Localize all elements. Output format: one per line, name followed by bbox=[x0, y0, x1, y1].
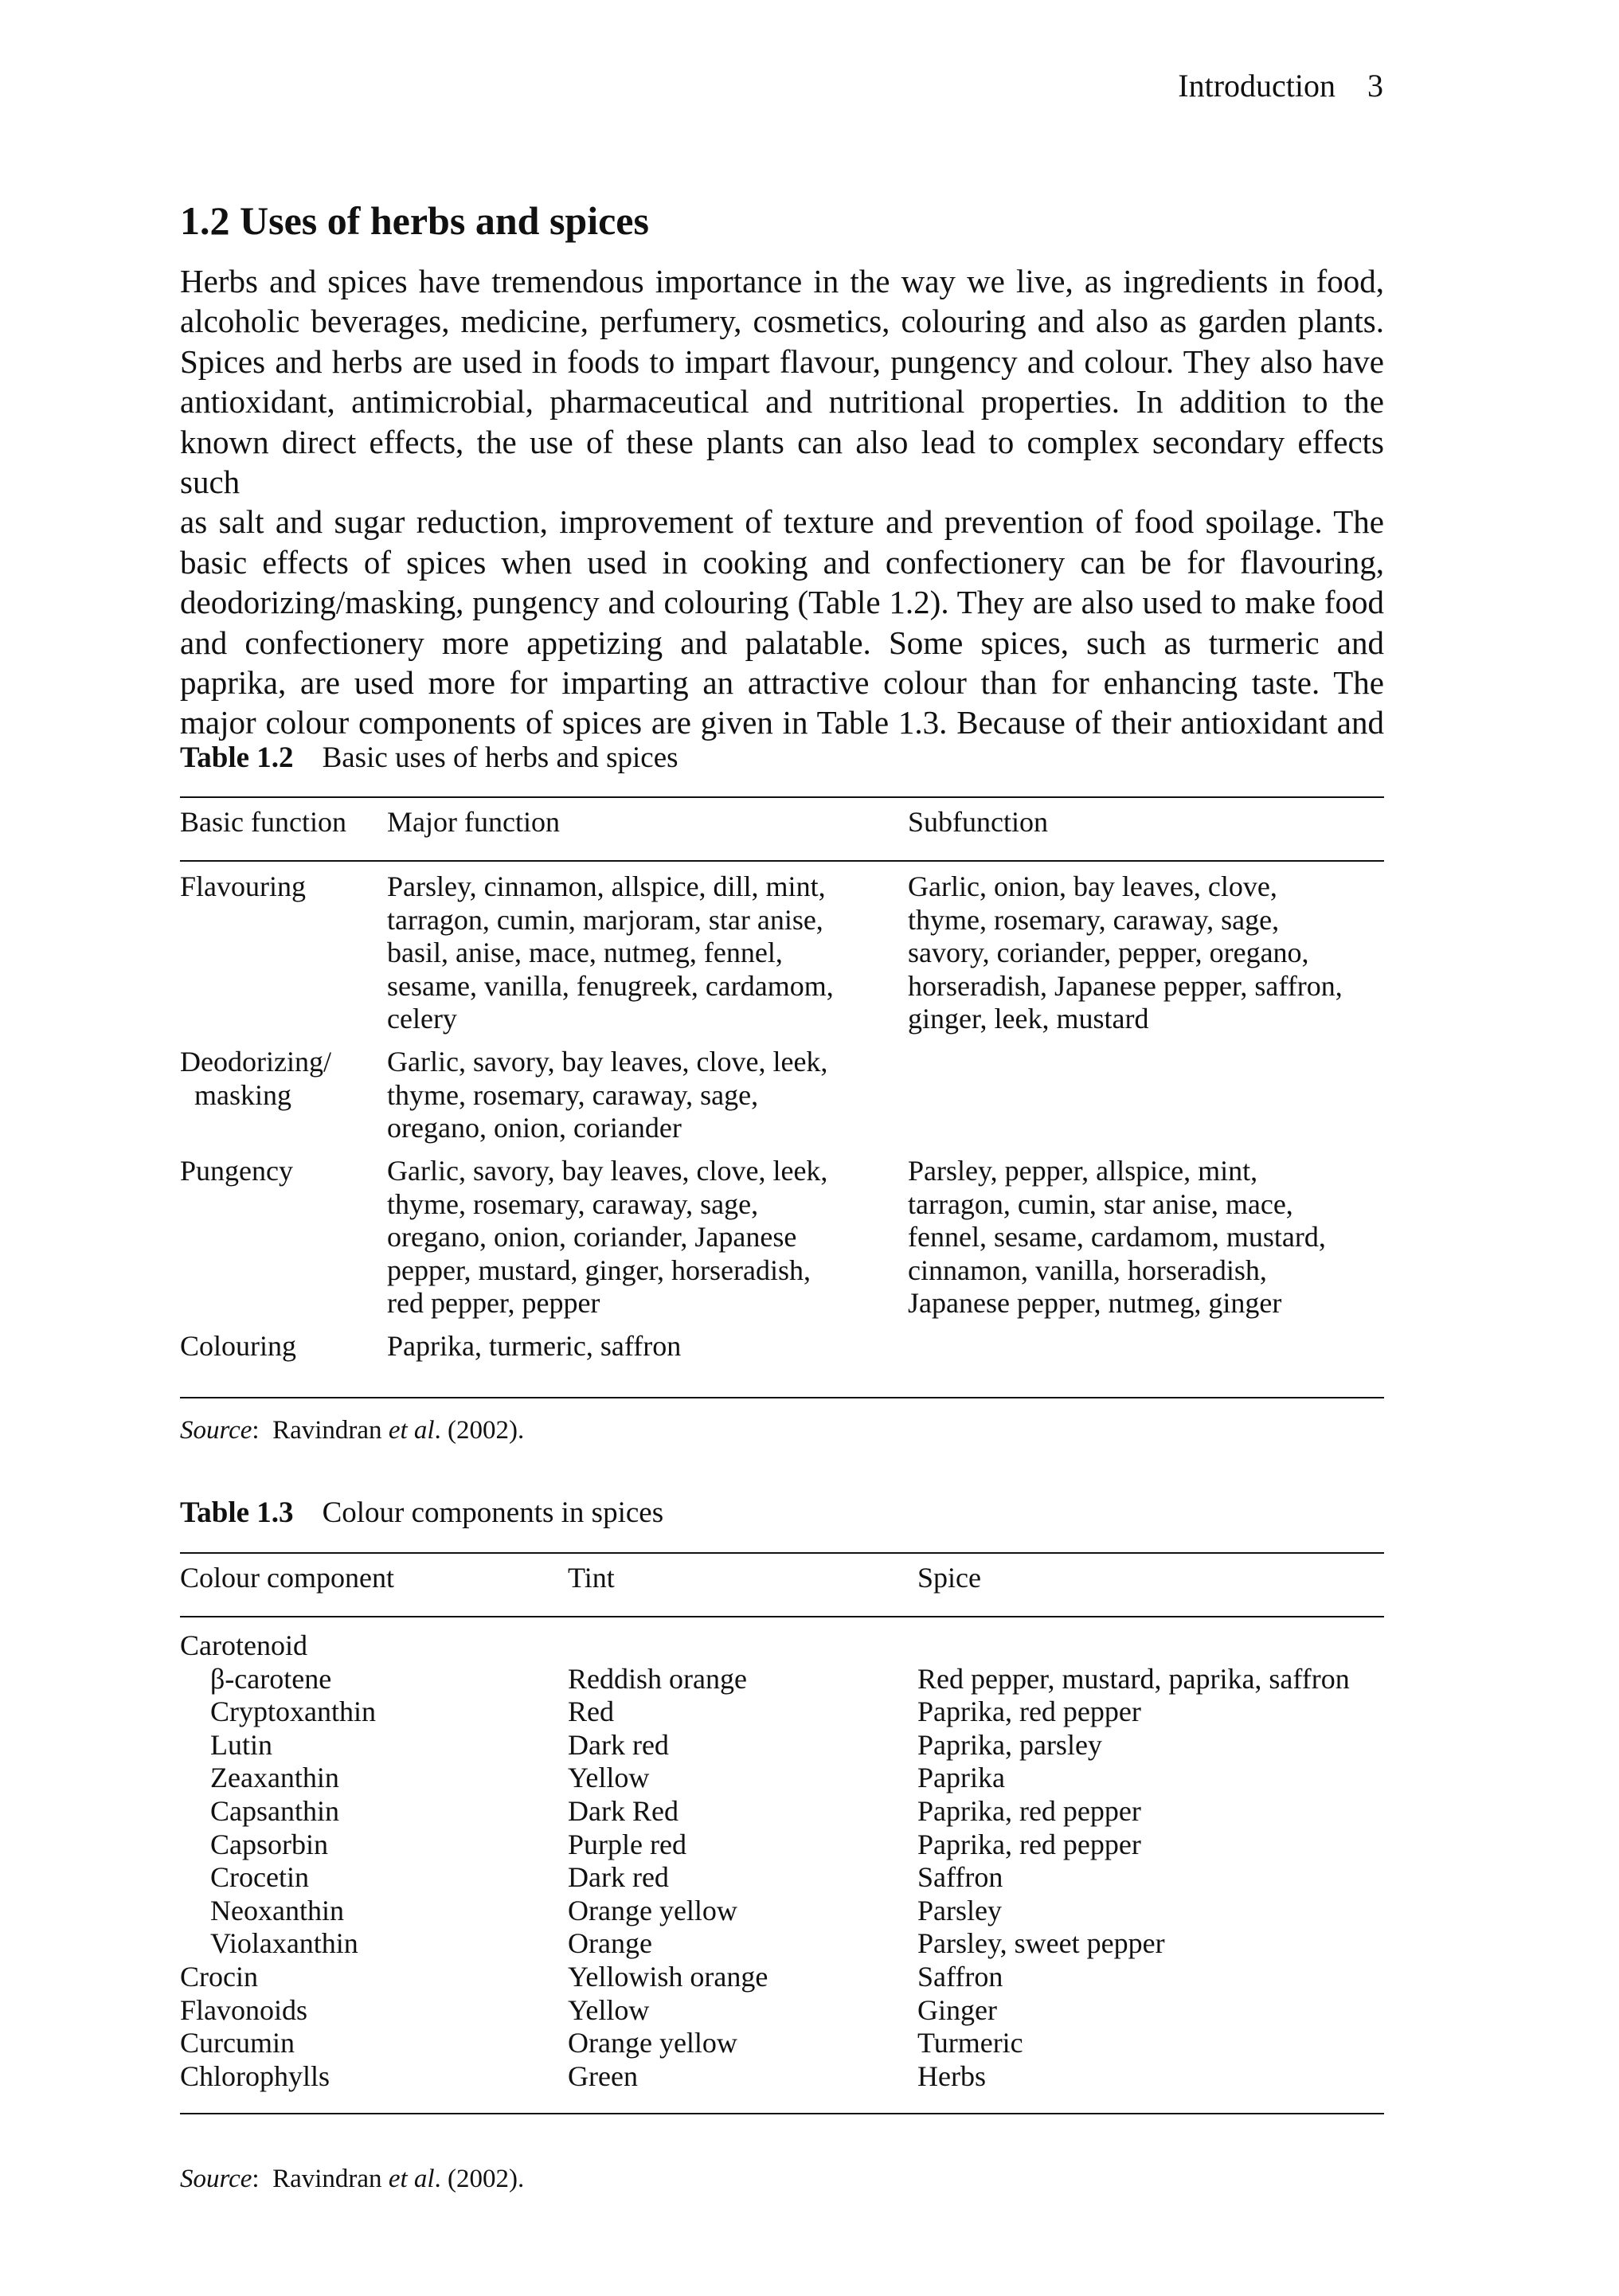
table13-cell-component: Crocin bbox=[180, 1961, 258, 1993]
table13-header-tint: Tint bbox=[568, 1562, 615, 1594]
table13-cell-component: Chlorophylls bbox=[180, 2059, 330, 2092]
table13 bbox=[180, 1552, 1384, 2126]
table13-cell-component: Crocetin bbox=[210, 1861, 309, 1894]
table13-cell-tint: Red bbox=[568, 1696, 614, 1728]
table13-cell-tint: Yellowish orange bbox=[568, 1961, 768, 1993]
table13-header-component: Colour component bbox=[180, 1562, 394, 1594]
table13-cell-spice: Paprika, red pepper bbox=[917, 1795, 1141, 1827]
table12-label: Table 1.2 bbox=[180, 741, 294, 774]
paragraph-line: basic effects of spices when used in cooking and confectionery can be for flavouring, bbox=[180, 543, 1384, 581]
table13-cell-spice: Paprika bbox=[917, 1762, 1005, 1794]
table13-cell-component: Neoxanthin bbox=[210, 1894, 344, 1926]
table13-cell-spice: Paprika, red pepper bbox=[917, 1696, 1141, 1728]
paragraph-line: and confectionery more appetizing and palatable. Some spices, such as turmeric and bbox=[180, 624, 1384, 661]
table13-cell-spice: Saffron bbox=[917, 1961, 1003, 1993]
table13-cell-spice: Parsley bbox=[917, 1894, 1002, 1926]
table13-cell-component: Violaxanthin bbox=[210, 1927, 358, 1960]
table13-cell-spice: Paprika, parsley bbox=[917, 1728, 1102, 1761]
page-number: 3 bbox=[1367, 68, 1383, 104]
table13-cell-component: Carotenoid bbox=[180, 1629, 307, 1661]
table13-cell-component: Curcumin bbox=[180, 2027, 295, 2059]
table12-top-rule bbox=[180, 796, 1384, 798]
paragraph-line: Spices and herbs are used in foods to impart flavour, pungency and colour. They also have bbox=[180, 342, 1384, 380]
table13-cell-spice: Parsley, sweet pepper bbox=[917, 1927, 1165, 1960]
section-title: 1.2 Uses of herbs and spices bbox=[180, 198, 649, 243]
table13-cell-tint: Dark red bbox=[568, 1861, 669, 1894]
table13-cell-spice: Ginger bbox=[917, 1993, 997, 2026]
table12-row-flavouring-major: Parsley, cinnamon, allspice, dill, mint, tarragon, cumin, marjoram, star anise, basil, anise, mace, nutmeg, fennel, sesame, vanilla, fenugreek, cardamom, celery bbox=[387, 870, 834, 1035]
body-paragraph bbox=[180, 261, 1384, 743]
table12-row-colouring-major: Paprika, turmeric, saffron bbox=[387, 1330, 682, 1362]
table12-row-flavouring-basic: Flavouring bbox=[180, 870, 306, 902]
table12-header-rule bbox=[180, 860, 1384, 862]
paragraph-line: known direct effects, the use of these plants can also lead to complex secondary effects such bbox=[180, 423, 1384, 501]
table13-caption bbox=[180, 1496, 663, 1530]
table13-source: Source: Ravindran et al. (2002). bbox=[180, 2165, 525, 2193]
table12-row-pungency-basic: Pungency bbox=[180, 1155, 293, 1187]
table13-header-rule bbox=[180, 1616, 1384, 1617]
paragraph-line: Herbs and spices have tremendous importance in the way we live, as ingredients in food, bbox=[180, 263, 1384, 299]
table13-title: Colour components in spices bbox=[322, 1496, 664, 1529]
table12-header-sub: Subfunction bbox=[908, 806, 1048, 838]
table13-top-rule bbox=[180, 1552, 1384, 1554]
table12-header-major: Major function bbox=[387, 806, 560, 838]
table13-header-spice: Spice bbox=[917, 1562, 981, 1594]
paragraph-line: alcoholic beverages, medicine, perfumery, cosmetics, colouring and also as garden plants. bbox=[180, 303, 1384, 340]
table13-cell-spice: Herbs bbox=[917, 2059, 986, 2092]
table12-caption bbox=[180, 741, 678, 775]
table12-row-colouring-basic: Colouring bbox=[180, 1330, 297, 1362]
table13-cell-tint: Purple red bbox=[568, 1828, 686, 1860]
table13-cell-tint: Reddish orange bbox=[568, 1662, 747, 1695]
paragraph-line: major colour components of spices are given in Table 1.3. Because of their antioxidant and bbox=[180, 704, 1384, 741]
running-head-title: Introduction bbox=[1178, 68, 1335, 104]
table12 bbox=[180, 796, 1384, 1402]
table13-cell-tint: Yellow bbox=[568, 1993, 650, 2026]
table13-label: Table 1.3 bbox=[180, 1496, 294, 1529]
paragraph-line: paprika, are used more for imparting an attractive colour than for enhancing taste. The bbox=[180, 664, 1384, 702]
table13-cell-component: Flavonoids bbox=[180, 1993, 308, 2026]
table13-cell-tint: Orange yellow bbox=[568, 1894, 737, 1926]
table13-cell-component: Cryptoxanthin bbox=[210, 1696, 376, 1728]
table13-cell-tint: Dark Red bbox=[568, 1795, 678, 1827]
table13-cell-spice: Saffron bbox=[917, 1861, 1003, 1894]
table12-source: Source: Ravindran et al. (2002). bbox=[180, 1416, 525, 1445]
table13-cell-spice: Red pepper, mustard, paprika, saffron bbox=[917, 1662, 1350, 1695]
table12-title: Basic uses of herbs and spices bbox=[322, 741, 678, 774]
table12-bottom-rule bbox=[180, 1397, 1384, 1398]
table13-cell-tint: Dark red bbox=[568, 1728, 669, 1761]
table13-cell-tint: Orange bbox=[568, 1927, 652, 1960]
table12-row-deodorizing-major: Garlic, savory, bay leaves, clove, leek, thyme, rosemary, caraway, sage, oregano, onion, coriander bbox=[387, 1046, 828, 1144]
table12-row-pungency-major: Garlic, savory, bay leaves, clove, leek, thyme, rosemary, caraway, sage, oregano, onion, coriander, Japanese pepper, mustard, ginger, horseradish, red pepper, pepper bbox=[387, 1155, 828, 1320]
table13-cell-tint: Green bbox=[568, 2059, 638, 2092]
table13-cell-component: Capsanthin bbox=[210, 1795, 339, 1827]
table13-cell-spice: Turmeric bbox=[917, 2027, 1023, 2059]
table12-header-basic: Basic function bbox=[180, 806, 346, 838]
table13-cell-component: Capsorbin bbox=[210, 1828, 328, 1860]
table12-row-deodorizing-basic: Deodorizing/ masking bbox=[180, 1046, 331, 1111]
table13-cell-component: Zeaxanthin bbox=[210, 1762, 339, 1794]
running-head bbox=[1178, 67, 1383, 104]
paragraph-line: antioxidant, antimicrobial, pharmaceutical and nutritional properties. In addition to the bbox=[180, 383, 1384, 420]
paragraph-line: deodorizing/masking, pungency and colouring (Table 1.2). They are also used to make food bbox=[180, 584, 1384, 621]
table13-cell-component: Lutin bbox=[210, 1728, 272, 1761]
table13-cell-component: β-carotene bbox=[210, 1662, 332, 1695]
table12-row-flavouring-sub: Garlic, onion, bay leaves, clove, thyme, rosemary, caraway, sage, savory, coriander, pepper, oregano, horseradish, Japanese pepper, saffron, ginger, leek, mustard bbox=[908, 870, 1343, 1035]
table12-row-pungency-sub: Parsley, pepper, allspice, mint, tarragon, cumin, star anise, mace, fennel, sesame, cardamom, mustard, cinnamon, vanilla, horseradish, Japanese pepper, nutmeg, ginger bbox=[908, 1155, 1326, 1320]
table13-bottom-rule bbox=[180, 2113, 1384, 2114]
table13-cell-tint: Yellow bbox=[568, 1762, 650, 1794]
table13-cell-spice: Paprika, red pepper bbox=[917, 1828, 1141, 1860]
paragraph-line: as salt and sugar reduction, improvement of texture and prevention of food spoilage. The bbox=[180, 503, 1384, 541]
table13-cell-tint: Orange yellow bbox=[568, 2027, 737, 2059]
